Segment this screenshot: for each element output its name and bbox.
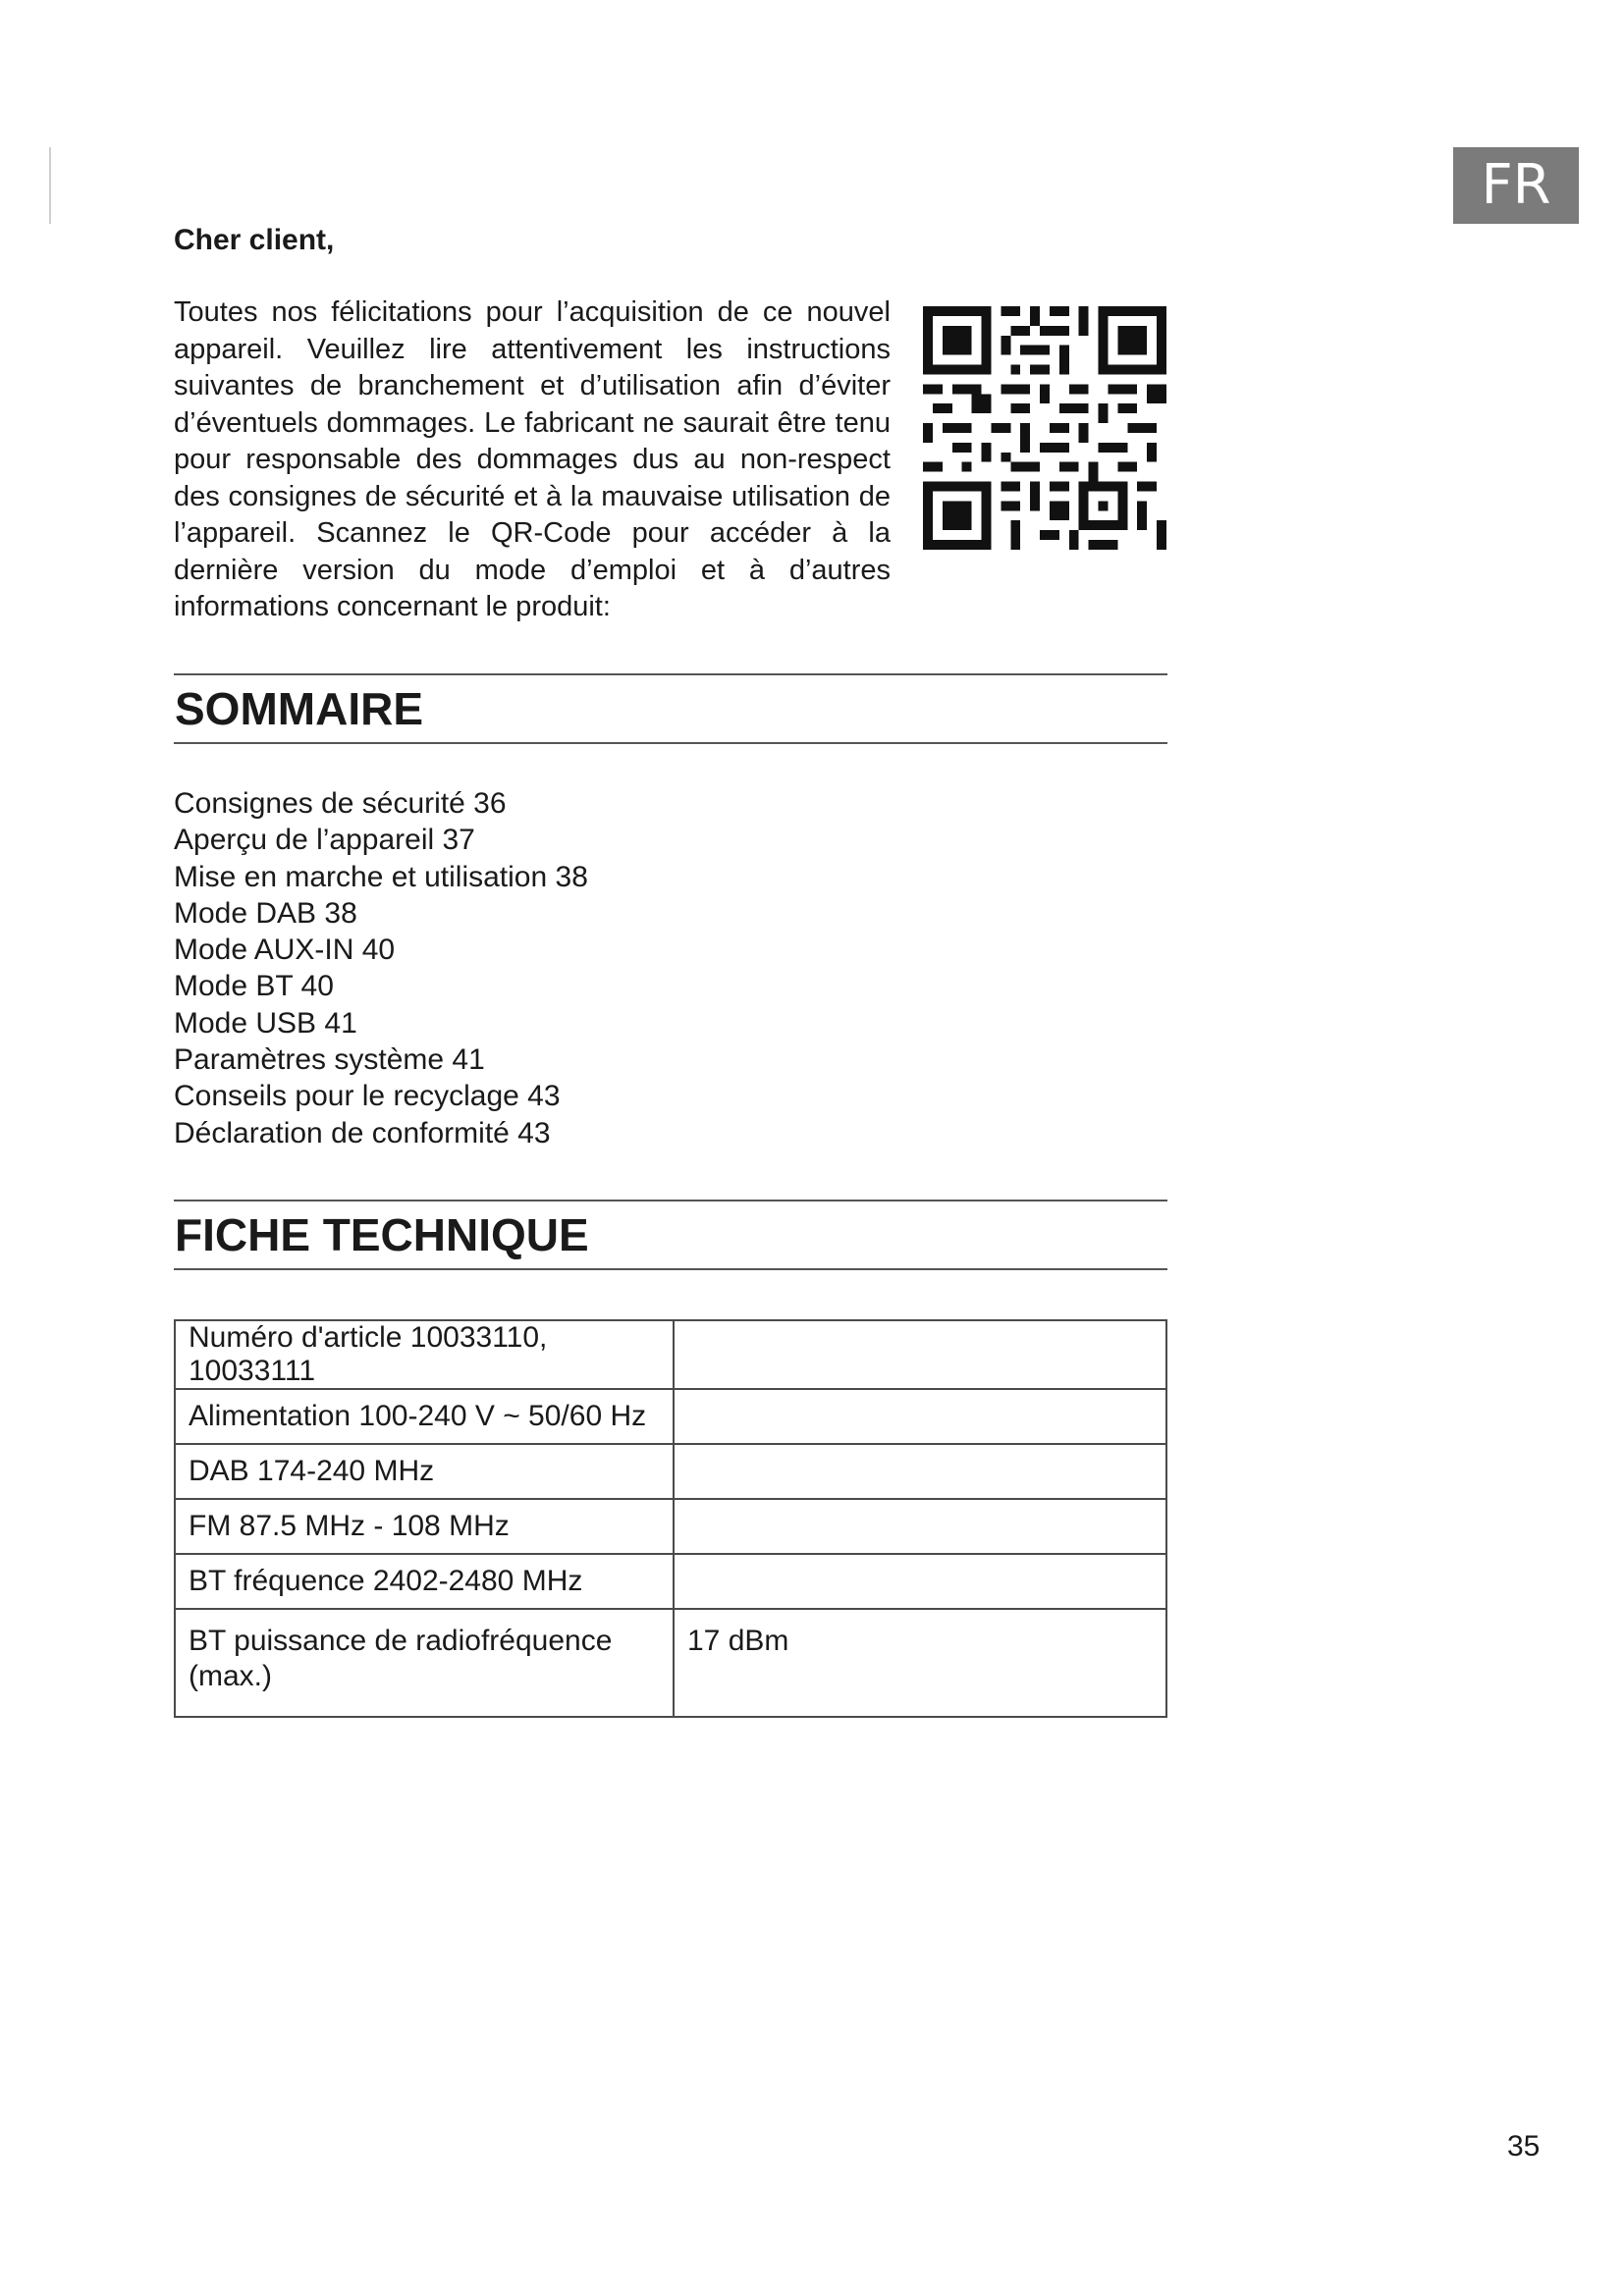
table-row [175,1320,1166,1389]
table-row [175,1554,1166,1609]
qr-code-icon[interactable] [923,306,1166,550]
toc-item: Déclaration de conformité 43 [174,1116,551,1149]
divider [174,742,1167,744]
spec-value [674,1320,1166,1389]
toc-item: Mode BT 40 [174,970,334,1003]
toc-item: Mode DAB 38 [174,896,357,930]
greeting: Cher client, [174,224,335,256]
toc-item: Mise en marche et utilisation 38 [174,860,588,893]
intro-paragraph: Toutes nos félicitations pour l’acquisition de ce nouvel appareil. Veuillez lire attentivement les instructions suivantes de branchement et d’utilisation afin d’éviter d’éventuels dommages. Le fabricant ne saurait être tenu pour responsable des dommages dus au non-respect des consignes de sécurité et à la mauvaise utilisation de l’appareil. Scannez le QR-Code pour accéder à la dernière version du mode d’emploi et à d’autres informations concernant le produit: [174,296,891,622]
spec-label: DAB 174-240 MHz [175,1444,674,1499]
table-row [175,1444,1166,1499]
language-tab: FR [1453,147,1579,224]
toc-item: Consignes de sécurité 36 [174,787,507,820]
spec-label: BT fréquence 2402-2480 MHz [175,1554,674,1609]
toc-item: Conseils pour le recyclage 43 [174,1080,561,1113]
toc-item: Mode USB 41 [174,1006,357,1040]
spec-value [674,1554,1166,1609]
spec-label: Alimentation 100-240 V ~ 50/60 Hz [175,1389,674,1444]
table-row [175,1389,1166,1444]
spec-label: FM 87.5 MHz - 108 MHz [175,1499,674,1554]
spec-label: Numéro d'article 10033110, 10033111 [175,1320,674,1389]
spec-value: 17 dBm [674,1609,1166,1717]
sommaire-title: SOMMAIRE [175,683,423,734]
page-number: 35 [1507,2130,1541,2163]
spec-value [674,1499,1166,1554]
table-row [175,1609,1166,1717]
sommaire-header [174,673,1167,744]
margin-rule [49,147,51,224]
spec-label: BT puissance de radiofréquence (max.) [175,1609,674,1717]
toc-item: Paramètres système 41 [174,1043,485,1077]
spec-table [174,1319,1167,1718]
spec-value [674,1389,1166,1444]
fiche-title: FICHE TECHNIQUE [175,1209,589,1260]
toc-item: Mode AUX-IN 40 [174,934,396,967]
table-row [175,1499,1166,1554]
fiche-header [174,1200,1167,1270]
spec-value [674,1444,1166,1499]
divider [174,1268,1167,1270]
toc-item: Aperçu de l’appareil 37 [174,824,475,857]
table-of-contents [174,785,588,1151]
